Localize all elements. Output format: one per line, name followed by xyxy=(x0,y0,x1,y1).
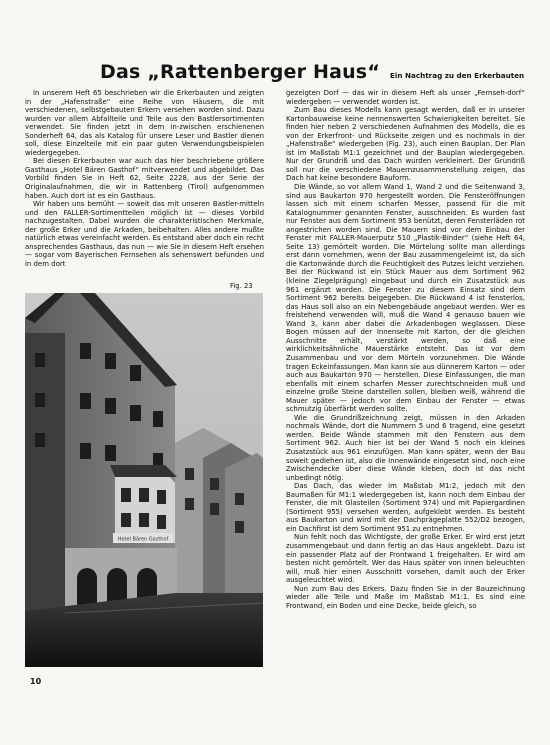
right-paragraph-2: Zum Bau dieses Modells kann gesagt werden, daß er in unserer Kartonbauweise keine nennenswerten Schwierigkeiten bereitet. Sie finden hier neben 2 verschiedenen Aufnahmen des Modells, die es von der Erkerfront- und Rückseite zeigen und es nochmals in der „Hafenstraße“ wiedergeben (Fig. 23), auch einen Bauplan. Der Plan ist im Maßstab M1:1 gezeichnet und der Bauplan wiedergegeben. Nur der Grundriß und das Dach wurden verkleinert. Der Grundriß soll nur die verschiedene Mauernzusammenstellung zeigen, das Dach hat keine besondere Bauform. xyxy=(286,106,525,183)
left-text-column xyxy=(25,89,264,268)
title-row xyxy=(100,61,530,83)
right-paragraph-1: gezeigten Dorf — das wir in diesem Heft als unser „Fernseh-dorf“ wiedergeben — verwendet worden ist. xyxy=(286,89,525,106)
left-paragraph-1: In unserem Heft 65 beschrieben wir die Erkerbauten und zeigten in der „Hafenstraße“ eine Reihe von Häusern, die mit verschiedenen, selbstgebauten Erkern versehen worden sind. Dazu wurden vor allem Abfallteile und Teile aus den Bastlersortimenten verwendet. Sie finden jetzt in dem in-zwischen erschienenen Sonderheft 64, das als Katalog für unsere Leser und Bastler dienen soll, diese Einzelteile mit ein paar guten Verwendungsbeispielen wiedergegeben. xyxy=(25,89,264,157)
hotel-sign-text: Hotel Bären Gasthof xyxy=(117,536,169,543)
right-paragraph-6: Nun fehlt noch das Wichtigste, der große Erker. Er wird erst jetzt zusammengebaut und dann fertig an das Haus angeklebt. Dazu ist ein passender Platz auf der Frontwand 1 freigehalten. Er wird am besten nicht gemörtelt. Wer das Haus später von innen beleuchten will, muß hier einen Ausschnitt vorsehen, damit auch der Erker ausgeleuchtet wird. xyxy=(286,533,525,585)
rattenberg-house-photo xyxy=(25,293,263,667)
left-paragraph-3: Wir haben uns bemüht — soweit das mit unseren Bastler-mitteln und den FALLER-Sortimentteilen möglich ist — dieses Vorbild nachzugestalten. Dabei wurden die charakteristischen Merkmale, der große Erker und die Arkaden, beibehalten. Alles andere mußte natürlich etwas vereinfacht werden. Es entstand aber doch ein recht ansprechendes Gasthaus, das nun — wie Sie in diesem Heft ersehen — sogar vom Bayerischen Fernsehen als sehenswert befunden und in dem dort xyxy=(25,200,264,268)
figure-label: Fig. 23 xyxy=(230,282,253,290)
left-paragraph-2: Bei diesen Erkerbauten war auch das hier beschriebene größere Gasthaus „Hotel Bären Gasthof“ mitverwendet und abgebildet. Das Vorbild finden Sie in Heft 62, Seite 2228, aus der Serie der Originalaufnahmen, die wir in Rattenberg (Tirol) aufgenommen haben. Auch dort ist es ein Gasthaus. xyxy=(25,157,264,200)
right-text-column xyxy=(286,89,525,719)
right-paragraph-4: Wie die Grundrißzeichnung zeigt, müssen in den Arkaden nochmals Wände, dort die Nummern 5 und 6 tragend, eine gesetzt werden. Beide Wände stammen mit den Fenstern aus dem Sortiment 962. Auch hier ist bei der Wand 5 noch ein kleines Zusatzstück aus 961 einzufügen. Man kann später, wenn der Bau soweit gediehen ist, also die Innenwände eingesetzt sind, noch eine Zwischendecke über diese Wände kleben, doch ist das nicht unbedingt nötig. xyxy=(286,413,525,482)
right-paragraph-5: Das Dach, das wieder im Maßstab M1:2, jedoch mit den Baumaßen für M1:1 wiedergegeben ist, kann noch dem Einbau der Fenster, die mit Glasteilen (Sortiment 974) und mit Papiergardinen (Sortiment 955) versehen werden, aufgeklebt werden. Es besteht aus Baukarton und wird mit der Dachprägeplatte 552/D2 bezogen, ein Dachfirst ist dem Sortiment 951 zu entnehmen. xyxy=(286,482,525,533)
page-number: 10 xyxy=(30,677,42,686)
right-paragraph-3: Die Wände, so vor allem Wand 1, Wand 2 und die Seitenwand 3, sind aus Baukarton 970 hergestellt worden. Die Fensteröffnungen lassen sich mit einem scharfen Messer, passend für die mit Katalognummer genannten Fenster, ausschneiden. Es wurden fast nur Fenster aus dem Sortiment 953 benützt, deren Fensterläden rot angestrichen worden sind. Die Mauern sind vor dem Einbau der Fenster mit FALLER-Mauerputz 510 „Plastik-Binder“ (siehe Heft 64, Seite 13) gemörtelt worden. Die Mörtelung sollte man allerdings erst dann vornehmen, wenn der Bau zusammengeleimt ist, da sich die Kartonwände durch die Feuchtigkeit des Putzes leicht verziehen. Bei der Rückwand ist ein Stück Mauer aus dem Sortiment 962 (kleine Ziegelprägung) eingebaut und durch ein Zusatzstück aus 961 ergänzt worden. Die Fenster zu diesem Einsatz sind dem Sortiment 962 bereits beigegeben. Die Rückwand 4 ist fensterlos, das Haus soll also an ein Nebengebäude angebaut werden. Wer es freistehend verwenden will, muß die Wand 4 genauso bauen wie Wand 3, kann aber dabei die Arkadenbogen weglassen. Diese Bogen müssen auf der Innenseite mit Karton, der die gleichen Ausschnitte erhält, verstärkt werden, so daß eine wirklichkeitsähnliche Mauerstärke entsteht. Das ist vor dem Zusammenbau und vor dem Mörteln vorzunehmen. Die Wände tragen Eckeinfassungen. Man kann sie aus dünnerem Karton — oder auch aus Baukarton 970 — herstellen. Diese Einfassungen, die man ebenfalls mit einem scharfen Messer zurechtschneiden muß und einzelne große Steine darstellen sollen, bleiben weiß, während die Mauer später — jedoch vor dem Einbau der Fenster — etwas schmutzig überfärbt werden sollte. xyxy=(286,183,525,414)
article-title: Das „Rattenberger Haus“ xyxy=(100,61,381,83)
right-paragraph-7: Nun zum Bau des Erkers. Dazu finden Sie in der Bauzeichnung wieder alle Teile und Maße im Maßstab M1:1. Es sind eine Frontwand, ein Boden und eine Decke, beide gleich, so xyxy=(286,584,525,610)
article-subtitle: Ein Nachtrag zu den Erkerbauten xyxy=(390,71,525,80)
